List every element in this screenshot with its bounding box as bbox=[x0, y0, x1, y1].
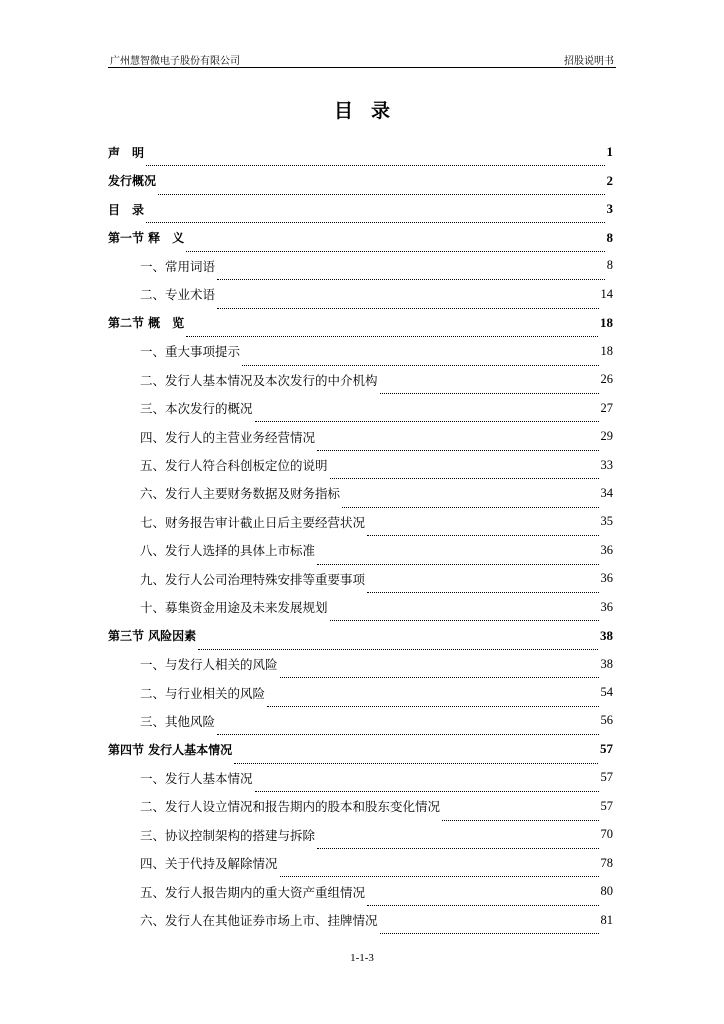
toc-entry-page-number: 36 bbox=[600, 571, 613, 586]
toc-dot-leader bbox=[186, 242, 604, 252]
toc-section-entry[interactable] bbox=[108, 735, 613, 763]
toc-entry-page-number: 78 bbox=[600, 855, 613, 870]
toc-entry-page-number: 70 bbox=[600, 827, 613, 842]
toc-dot-leader bbox=[367, 896, 598, 906]
toc-entry-page-number: 8 bbox=[606, 258, 613, 273]
toc-entry-label: 一、常用词语 bbox=[140, 258, 216, 274]
page-title: 目录 bbox=[333, 100, 408, 122]
toc-entry-page-number: 38 bbox=[600, 627, 613, 643]
toc-entry-page-number: 18 bbox=[600, 314, 613, 330]
toc-section-entry[interactable] bbox=[108, 223, 613, 251]
toc-entry-page-number: 1 bbox=[606, 144, 613, 160]
toc-dot-leader bbox=[367, 583, 598, 593]
toc-section-entry[interactable] bbox=[108, 195, 613, 223]
toc-subsection-entry[interactable] bbox=[108, 479, 613, 507]
toc-dot-leader bbox=[280, 867, 599, 877]
toc-dot-leader bbox=[380, 384, 599, 394]
toc-subsection-entry[interactable] bbox=[108, 536, 613, 564]
header-company-name: 广州慧智微电子股份有限公司 bbox=[110, 56, 240, 67]
toc-entry-page-number: 81 bbox=[600, 912, 613, 927]
toc-entry-page-number: 27 bbox=[600, 400, 613, 415]
toc-dot-leader bbox=[317, 555, 598, 565]
toc-entry-page-number: 57 bbox=[600, 770, 613, 785]
toc-dot-leader bbox=[367, 526, 598, 536]
toc-entry-page-number: 80 bbox=[600, 884, 613, 899]
toc-dot-leader bbox=[255, 782, 599, 792]
toc-entry-page-number: 36 bbox=[600, 599, 613, 614]
toc-dot-leader bbox=[217, 725, 598, 735]
toc-subsection-entry[interactable] bbox=[108, 707, 613, 735]
toc-entry-label: 三、协议控制架构的搭建与拆除 bbox=[140, 827, 316, 843]
toc-entry-page-number: 57 bbox=[600, 741, 613, 757]
toc-entry-label: 四、关于代持及解除情况 bbox=[140, 856, 278, 872]
toc-dot-leader bbox=[217, 299, 598, 309]
toc-subsection-entry[interactable] bbox=[108, 650, 613, 678]
toc-subsection-entry[interactable] bbox=[108, 337, 613, 365]
toc-dot-leader bbox=[198, 640, 598, 650]
toc-section-entry[interactable] bbox=[108, 166, 613, 194]
toc-dot-leader bbox=[146, 213, 604, 223]
toc-entry-page-number: 56 bbox=[600, 713, 613, 728]
toc-subsection-entry[interactable] bbox=[108, 593, 613, 621]
toc-entry-label: 目 录 bbox=[108, 202, 145, 217]
toc-subsection-entry[interactable] bbox=[108, 678, 613, 706]
header-document-type: 招股说明书 bbox=[564, 56, 614, 67]
toc-dot-leader bbox=[267, 697, 598, 707]
toc-dot-leader bbox=[342, 498, 598, 508]
toc-subsection-entry[interactable] bbox=[108, 906, 613, 934]
toc-entry-page-number: 2 bbox=[606, 172, 613, 188]
toc-dot-leader bbox=[380, 924, 599, 934]
toc-entry-page-number: 57 bbox=[600, 798, 613, 813]
toc-entry-label: 六、发行人在其他证券市场上市、挂牌情况 bbox=[140, 913, 378, 929]
toc-dot-leader bbox=[255, 412, 599, 422]
table-of-contents bbox=[108, 138, 613, 934]
toc-entry-label: 八、发行人选择的具体上市标准 bbox=[140, 543, 316, 559]
toc-section-entry[interactable] bbox=[108, 138, 613, 166]
toc-entry-label: 四、发行人的主营业务经营情况 bbox=[140, 429, 316, 445]
toc-entry-page-number: 34 bbox=[600, 485, 613, 500]
toc-subsection-entry[interactable] bbox=[108, 792, 613, 820]
toc-entry-label: 二、专业术语 bbox=[140, 287, 216, 303]
toc-dot-leader bbox=[158, 185, 604, 195]
toc-dot-leader bbox=[330, 469, 599, 479]
toc-entry-label: 六、发行人主要财务数据及财务指标 bbox=[140, 486, 341, 502]
toc-entry-label: 第四节 发行人基本情况 bbox=[108, 742, 233, 757]
toc-section-entry[interactable] bbox=[108, 621, 613, 649]
toc-section-entry[interactable] bbox=[108, 309, 613, 337]
toc-dot-leader bbox=[146, 156, 604, 166]
toc-entry-label: 三、其他风险 bbox=[140, 713, 216, 729]
toc-entry-label: 二、发行人设立情况和报告期内的股本和股东变化情况 bbox=[140, 799, 441, 815]
toc-entry-page-number: 38 bbox=[600, 656, 613, 671]
toc-entry-label: 声 明 bbox=[108, 145, 145, 160]
toc-entry-page-number: 26 bbox=[600, 372, 613, 387]
toc-subsection-entry[interactable] bbox=[108, 394, 613, 422]
toc-entry-label: 第二节 概 览 bbox=[108, 316, 185, 331]
toc-dot-leader bbox=[317, 441, 598, 451]
toc-subsection-entry[interactable] bbox=[108, 422, 613, 450]
toc-subsection-entry[interactable] bbox=[108, 366, 613, 394]
toc-entry-page-number: 18 bbox=[600, 343, 613, 358]
toc-subsection-entry[interactable] bbox=[108, 565, 613, 593]
toc-entry-label: 二、发行人基本情况及本次发行的中介机构 bbox=[140, 372, 378, 388]
toc-entry-label: 三、本次发行的概况 bbox=[140, 401, 253, 417]
toc-subsection-entry[interactable] bbox=[108, 877, 613, 905]
toc-entry-page-number: 54 bbox=[600, 685, 613, 700]
toc-entry-label: 五、发行人符合科创板定位的说明 bbox=[140, 458, 328, 474]
toc-entry-label: 第三节 风险因素 bbox=[108, 629, 197, 644]
toc-dot-leader bbox=[330, 611, 599, 621]
toc-subsection-entry[interactable] bbox=[108, 849, 613, 877]
toc-entry-label: 第一节 释 义 bbox=[108, 231, 185, 246]
toc-subsection-entry[interactable] bbox=[108, 280, 613, 308]
toc-subsection-entry[interactable] bbox=[108, 764, 613, 792]
toc-entry-page-number: 33 bbox=[600, 457, 613, 472]
toc-entry-label: 一、重大事项提示 bbox=[140, 344, 241, 360]
toc-dot-leader bbox=[317, 839, 598, 849]
toc-subsection-entry[interactable] bbox=[108, 451, 613, 479]
toc-entry-page-number: 8 bbox=[606, 229, 613, 245]
toc-entry-page-number: 29 bbox=[600, 429, 613, 444]
toc-dot-leader bbox=[186, 327, 598, 337]
toc-subsection-entry[interactable] bbox=[108, 252, 613, 280]
toc-subsection-entry[interactable] bbox=[108, 508, 613, 536]
toc-entry-label: 十、募集资金用途及未来发展规划 bbox=[140, 600, 328, 616]
toc-entry-label: 一、与发行人相关的风险 bbox=[140, 657, 278, 673]
page-header bbox=[108, 50, 616, 68]
toc-entry-page-number: 35 bbox=[600, 514, 613, 529]
toc-entry-label: 一、发行人基本情况 bbox=[140, 770, 253, 786]
toc-dot-leader bbox=[442, 811, 598, 821]
toc-entry-page-number: 3 bbox=[606, 201, 613, 217]
toc-entry-label: 五、发行人报告期内的重大资产重组情况 bbox=[140, 884, 366, 900]
toc-entry-label: 发行概况 bbox=[108, 174, 157, 189]
toc-dot-leader bbox=[217, 270, 605, 280]
toc-subsection-entry[interactable] bbox=[108, 821, 613, 849]
toc-entry-page-number: 36 bbox=[600, 542, 613, 557]
toc-dot-leader bbox=[280, 668, 599, 678]
toc-dot-leader bbox=[234, 754, 598, 764]
toc-dot-leader bbox=[242, 356, 598, 366]
toc-entry-label: 九、发行人公司治理特殊安排等重要事项 bbox=[140, 571, 366, 587]
toc-entry-label: 七、财务报告审计截止日后主要经营状况 bbox=[140, 514, 366, 530]
toc-entry-page-number: 14 bbox=[600, 286, 613, 301]
page-number: 1-1-3 bbox=[350, 952, 374, 964]
toc-entry-label: 二、与行业相关的风险 bbox=[140, 685, 266, 701]
